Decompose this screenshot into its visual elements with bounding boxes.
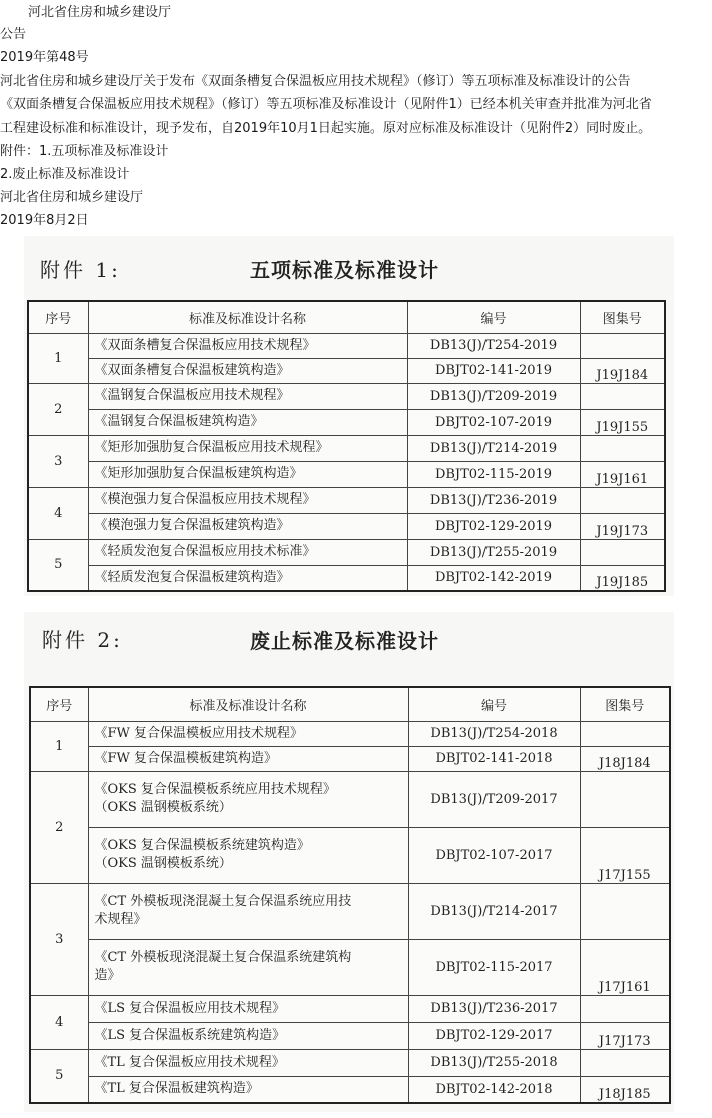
standard-code: DB13(J)/T236-2017 bbox=[408, 995, 580, 1022]
standard-name: 《OKS 复合保温模板系统应用技术规程》 （OKS 温钢模板系统） bbox=[88, 771, 408, 827]
table-row bbox=[30, 1022, 670, 1049]
table-row bbox=[28, 409, 665, 435]
album-number bbox=[580, 383, 665, 409]
standard-code: DBJT02-129-2017 bbox=[408, 1022, 580, 1049]
album-number: J17J173 bbox=[580, 1022, 670, 1049]
standard-name: 《CT 外模板现浇混凝土复合保温系统建筑构 造》 bbox=[88, 939, 408, 995]
standard-name: 《温钢复合保温板应用技术规程》 bbox=[88, 383, 407, 409]
standard-name: 《TL 复合保温板建筑构造》 bbox=[88, 1076, 408, 1103]
header-name: 标准及标准设计名称 bbox=[88, 301, 407, 333]
row-seq: 2 bbox=[28, 383, 88, 435]
attachment-1-label: 附件 1: bbox=[40, 258, 121, 282]
standard-name: 《双面条槽复合保温板应用技术规程》 bbox=[88, 333, 407, 358]
table-row bbox=[30, 1076, 670, 1103]
table-row bbox=[28, 358, 665, 383]
album-number: J19J161 bbox=[580, 461, 665, 487]
standard-code: DB13(J)/T254-2019 bbox=[407, 333, 580, 358]
standard-code: DBJT02-142-2018 bbox=[408, 1076, 580, 1103]
album-number bbox=[580, 883, 670, 939]
standard-name: 《模泡强力复合保温板建筑构造》 bbox=[88, 513, 407, 539]
row-seq: 5 bbox=[30, 1049, 88, 1103]
album-number: J19J173 bbox=[580, 513, 665, 539]
issuer-bottom: 河北省住房和城乡建设厅 bbox=[0, 190, 144, 205]
attachment-2-table bbox=[29, 686, 671, 1104]
issue-date: 2019年8月2日 bbox=[0, 213, 89, 228]
attachment-2-label: 附件 2: bbox=[42, 628, 123, 652]
standard-code: DB13(J)/T254-2018 bbox=[408, 721, 580, 746]
header-code: 编号 bbox=[407, 301, 580, 333]
album-number: J19J184 bbox=[580, 358, 665, 383]
album-number bbox=[580, 333, 665, 358]
table-row bbox=[30, 1049, 670, 1076]
header-seq: 序号 bbox=[30, 687, 88, 721]
table-row bbox=[28, 435, 665, 461]
attachment-item-1: 附件：1.五项标准及标准设计 bbox=[0, 144, 169, 159]
table-row bbox=[30, 771, 670, 827]
header-code: 编号 bbox=[408, 687, 580, 721]
standard-code: DB13(J)/T255-2019 bbox=[407, 539, 580, 565]
standard-code: DB13(J)/T214-2017 bbox=[408, 883, 580, 939]
standard-code: DBJT02-115-2019 bbox=[407, 461, 580, 487]
table-row bbox=[30, 939, 670, 995]
standard-name: 《TL 复合保温板应用技术规程》 bbox=[88, 1049, 408, 1076]
attachment-1-heading: 五项标准及标准设计 bbox=[250, 258, 439, 282]
album-number: J17J161 bbox=[580, 939, 670, 995]
standard-name: 《LS 复合保温板系统建筑构造》 bbox=[88, 1022, 408, 1049]
album-number bbox=[580, 1049, 670, 1076]
table-row bbox=[28, 333, 665, 358]
table-row bbox=[30, 883, 670, 939]
album-number bbox=[580, 539, 665, 565]
standard-name: 《轻质发泡复合保温板建筑构造》 bbox=[88, 565, 407, 591]
header-album: 图集号 bbox=[580, 301, 665, 333]
doc-number: 2019年第48号 bbox=[0, 50, 89, 65]
standard-name: 《模泡强力复合保温板应用技术规程》 bbox=[88, 487, 407, 513]
album-number: J18J185 bbox=[580, 1076, 670, 1103]
album-number: J19J185 bbox=[580, 565, 665, 591]
album-number bbox=[580, 771, 670, 827]
album-number bbox=[580, 995, 670, 1022]
row-seq: 1 bbox=[30, 721, 88, 771]
standard-name: 《CT 外模板现浇混凝土复合保温系统应用技 术规程》 bbox=[88, 883, 408, 939]
standard-code: DBJT02-107-2017 bbox=[408, 827, 580, 883]
standard-name: 《矩形加强肋复合保温板建筑构造》 bbox=[88, 461, 407, 487]
table-row bbox=[28, 539, 665, 565]
row-seq: 4 bbox=[30, 995, 88, 1049]
row-seq: 2 bbox=[30, 771, 88, 883]
standard-code: DBJT02-115-2017 bbox=[408, 939, 580, 995]
body-line-1: 《双面条槽复合保温板应用技术规程》（修订）等五项标准及标准设计（见附件1）已经本机关审查并批准为河北省 bbox=[0, 97, 652, 112]
album-number: J17J155 bbox=[580, 827, 670, 883]
table-row bbox=[28, 383, 665, 409]
album-number bbox=[580, 435, 665, 461]
standard-code: DB13(J)/T255-2018 bbox=[408, 1049, 580, 1076]
table-row bbox=[30, 746, 670, 771]
standard-code: DB13(J)/T214-2019 bbox=[407, 435, 580, 461]
table-row bbox=[30, 827, 670, 883]
standard-code: DBJT02-107-2019 bbox=[407, 409, 580, 435]
standard-name: 《矩形加强肋复合保温板应用技术规程》 bbox=[88, 435, 407, 461]
header-name: 标准及标准设计名称 bbox=[88, 687, 408, 721]
standard-code: DB13(J)/T209-2017 bbox=[408, 771, 580, 827]
album-number bbox=[580, 487, 665, 513]
standard-code: DB13(J)/T236-2019 bbox=[407, 487, 580, 513]
standard-name: 《温钢复合保温板建筑构造》 bbox=[88, 409, 407, 435]
standard-name: 《FW 复合保温模板应用技术规程》 bbox=[88, 721, 408, 746]
attachment-1-table bbox=[27, 300, 666, 592]
standard-code: DB13(J)/T209-2019 bbox=[407, 383, 580, 409]
standard-name: 《OKS 复合保温模板系统建筑构造》 （OKS 温钢模板系统） bbox=[88, 827, 408, 883]
album-number bbox=[580, 721, 670, 746]
standard-code: DBJT02-142-2019 bbox=[407, 565, 580, 591]
issuer-top: 河北省住房和城乡建设厅 bbox=[28, 5, 172, 20]
row-seq: 3 bbox=[30, 883, 88, 995]
table-row bbox=[30, 995, 670, 1022]
row-seq: 4 bbox=[28, 487, 88, 539]
body-line-2: 工程建设标准和标准设计，现予发布，自2019年10月1日起实施。原对应标准及标准设计（见附件2）同时废止。 bbox=[0, 121, 652, 136]
album-number: J18J184 bbox=[580, 746, 670, 771]
standard-name: 《轻质发泡复合保温板应用技术标准》 bbox=[88, 539, 407, 565]
row-seq: 1 bbox=[28, 333, 88, 383]
header-album: 图集号 bbox=[580, 687, 670, 721]
attachment-2-heading: 废止标准及标准设计 bbox=[250, 629, 439, 653]
table-row bbox=[28, 565, 665, 591]
row-seq: 3 bbox=[28, 435, 88, 487]
row-seq: 5 bbox=[28, 539, 88, 591]
announcement-title: 河北省住房和城乡建设厅关于发布《双面条槽复合保温板应用技术规程》（修订）等五项标准及标准设计的公告 bbox=[0, 74, 631, 89]
table-row bbox=[30, 721, 670, 746]
doc-type: 公告 bbox=[0, 27, 27, 42]
table-row bbox=[28, 461, 665, 487]
table-row bbox=[28, 487, 665, 513]
standard-name: 《LS 复合保温板应用技术规程》 bbox=[88, 995, 408, 1022]
header-seq: 序号 bbox=[28, 301, 88, 333]
album-number: J19J155 bbox=[580, 409, 665, 435]
attachment-item-2: 2.废止标准及标准设计 bbox=[0, 167, 130, 182]
standard-code: DBJT02-141-2019 bbox=[407, 358, 580, 383]
standard-code: DBJT02-141-2018 bbox=[408, 746, 580, 771]
standard-name: 《FW 复合保温模板建筑构造》 bbox=[88, 746, 408, 771]
table-row bbox=[28, 513, 665, 539]
standard-name: 《双面条槽复合保温板建筑构造》 bbox=[88, 358, 407, 383]
standard-code: DBJT02-129-2019 bbox=[407, 513, 580, 539]
